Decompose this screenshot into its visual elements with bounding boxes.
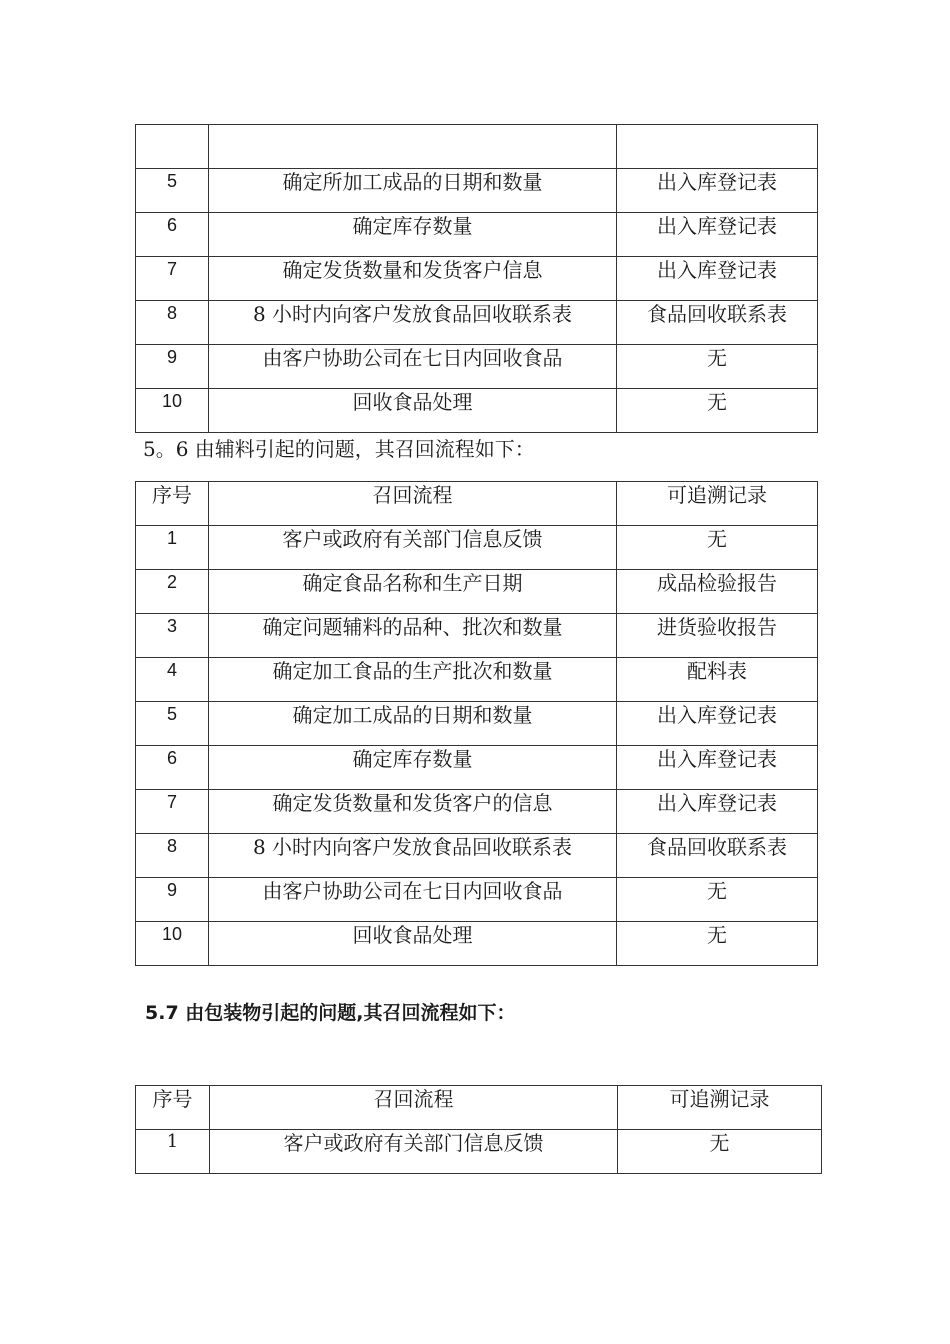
cell-no: 8 — [136, 834, 209, 878]
cell-record: 出入库登记表 — [617, 790, 818, 834]
table-row — [136, 790, 818, 834]
cell-no — [136, 125, 209, 169]
cell-no: 5 — [136, 169, 209, 213]
table-row — [136, 746, 818, 790]
section-heading-5-7: 5.7 由包装物引起的问题,其召回流程如下： — [145, 1002, 516, 1024]
table-row — [136, 1130, 822, 1174]
cell-no: 8 — [136, 301, 209, 345]
column-header-step: 召回流程 — [210, 1086, 618, 1130]
section-heading-5-6: 5。6 由辅料引起的问题，其召回流程如下： — [143, 437, 535, 461]
cell-step: 确定加工食品的生产批次和数量 — [209, 658, 617, 702]
table-row — [136, 614, 818, 658]
cell-no: 6 — [136, 213, 209, 257]
recall-flow-table-accessories — [135, 481, 818, 966]
cell-step: 8 小时内向客户发放食品回收联系表 — [209, 834, 617, 878]
cell-step: 由客户协助公司在七日内回收食品 — [209, 345, 617, 389]
cell-no: 1 — [136, 1130, 210, 1174]
column-header-no: 序号 — [136, 1086, 210, 1130]
cell-step: 确定库存数量 — [209, 746, 617, 790]
table-row — [136, 658, 818, 702]
cell-step — [209, 125, 617, 169]
cell-step: 确定问题辅料的品种、批次和数量 — [209, 614, 617, 658]
cell-no: 9 — [136, 345, 209, 389]
cell-record: 无 — [617, 526, 818, 570]
cell-step: 客户或政府有关部门信息反馈 — [209, 526, 617, 570]
cell-record: 无 — [617, 345, 818, 389]
column-header-no: 序号 — [136, 482, 209, 526]
cell-record: 出入库登记表 — [617, 213, 818, 257]
column-header-record: 可追溯记录 — [618, 1086, 822, 1130]
cell-step: 回收食品处理 — [209, 922, 617, 966]
cell-step: 确定发货数量和发货客户的信息 — [209, 790, 617, 834]
recall-flow-table-continued — [135, 124, 818, 433]
cell-no: 9 — [136, 878, 209, 922]
cell-record: 成品检验报告 — [617, 570, 818, 614]
table-row — [136, 922, 818, 966]
cell-record: 食品回收联系表 — [617, 301, 818, 345]
cell-step: 确定加工成品的日期和数量 — [209, 702, 617, 746]
column-header-step: 召回流程 — [209, 482, 617, 526]
table-row — [136, 570, 818, 614]
table-row — [136, 389, 818, 433]
cell-no: 2 — [136, 570, 209, 614]
cell-step: 确定发货数量和发货客户信息 — [209, 257, 617, 301]
cell-record: 出入库登记表 — [617, 257, 818, 301]
table-row — [136, 526, 818, 570]
cell-no: 7 — [136, 790, 209, 834]
cell-record: 食品回收联系表 — [617, 834, 818, 878]
table-row — [136, 702, 818, 746]
table-row — [136, 834, 818, 878]
column-header-record: 可追溯记录 — [617, 482, 818, 526]
table-row — [136, 878, 818, 922]
cell-step: 确定所加工成品的日期和数量 — [209, 169, 617, 213]
cell-record: 出入库登记表 — [617, 702, 818, 746]
cell-no: 4 — [136, 658, 209, 702]
table-row — [136, 169, 818, 213]
cell-step: 由客户协助公司在七日内回收食品 — [209, 878, 617, 922]
cell-no: 1 — [136, 526, 209, 570]
cell-record: 无 — [618, 1130, 822, 1174]
cell-step: 确定食品名称和生产日期 — [209, 570, 617, 614]
cell-no: 5 — [136, 702, 209, 746]
table-row — [136, 257, 818, 301]
cell-record: 出入库登记表 — [617, 169, 818, 213]
cell-record: 无 — [617, 922, 818, 966]
cell-record — [617, 125, 818, 169]
table-row — [136, 125, 818, 169]
cell-step: 客户或政府有关部门信息反馈 — [210, 1130, 618, 1174]
cell-step: 回收食品处理 — [209, 389, 617, 433]
cell-step: 8 小时内向客户发放食品回收联系表 — [209, 301, 617, 345]
table-row — [136, 345, 818, 389]
table-header-row — [136, 1086, 822, 1130]
table-header-row — [136, 482, 818, 526]
cell-record: 进货验收报告 — [617, 614, 818, 658]
table-row — [136, 213, 818, 257]
cell-no: 3 — [136, 614, 209, 658]
cell-no: 7 — [136, 257, 209, 301]
cell-no: 6 — [136, 746, 209, 790]
cell-record: 配料表 — [617, 658, 818, 702]
cell-record: 出入库登记表 — [617, 746, 818, 790]
cell-record: 无 — [617, 878, 818, 922]
cell-no: 10 — [136, 389, 209, 433]
cell-record: 无 — [617, 389, 818, 433]
table-row — [136, 301, 818, 345]
cell-step: 确定库存数量 — [209, 213, 617, 257]
recall-flow-table-packaging — [135, 1085, 822, 1174]
cell-no: 10 — [136, 922, 209, 966]
